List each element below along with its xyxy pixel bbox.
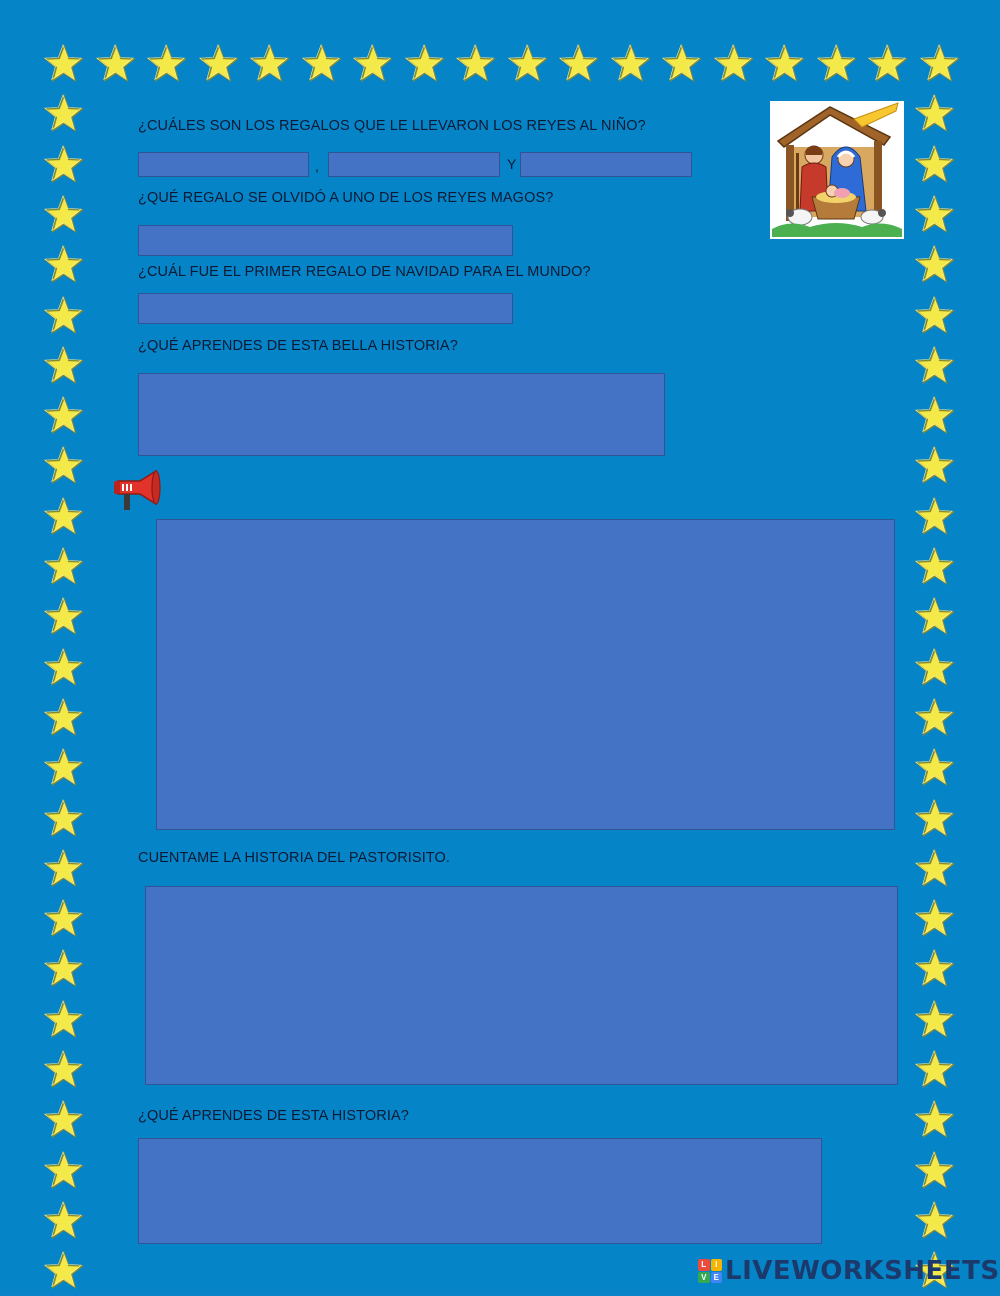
star-icon [44,547,84,587]
separator-comma: , [315,158,319,174]
question-shepherd-story: CUENTAME LA HISTORIA DEL PASTORISITO. [138,850,451,866]
star-icon [147,44,187,84]
star-icon [915,1000,955,1040]
nativity-scene [770,101,904,239]
star-icon [44,949,84,989]
brand-text: LIVEWORKSHEETS [725,1256,1000,1286]
star-icon [765,44,805,84]
star-icon [915,748,955,788]
star-icon [44,396,84,436]
star-icon [44,446,84,486]
star-icon [915,145,955,185]
star-icon [508,44,548,84]
star-icon [662,44,702,84]
star-icon [915,296,955,336]
star-icon [915,1100,955,1140]
question-lesson-story: ¿QUÉ APRENDES DE ESTA HISTORIA? [138,1108,409,1124]
logo-letter-v: V [698,1272,710,1284]
star-icon [915,446,955,486]
star-icon [915,195,955,235]
star-icon [44,748,84,788]
logo-letter-l: L [698,1259,710,1271]
star-icon [44,195,84,235]
question-lesson-beautiful-story: ¿QUÉ APRENDES DE ESTA BELLA HISTORIA? [138,338,458,354]
star-icon [44,145,84,185]
star-icon [559,44,599,84]
star-icon [915,648,955,688]
star-icon [915,346,955,386]
star-icon [44,245,84,285]
star-icon [915,949,955,989]
star-icon [915,597,955,637]
star-icon [302,44,342,84]
star-icon [44,1251,84,1291]
star-icon [44,44,84,84]
star-icon [44,597,84,637]
star-icon [44,849,84,889]
first-gift-input[interactable] [138,293,513,324]
star-icon [44,1201,84,1241]
star-icon [44,1100,84,1140]
star-icon [915,698,955,738]
star-icon [44,1050,84,1090]
star-icon [868,44,908,84]
star-icon [96,44,136,84]
forgotten-gift-input[interactable] [138,225,513,256]
question-first-gift: ¿CUÁL FUE EL PRIMER REGALO DE NAVIDAD PARA EL MUNDO? [138,264,591,280]
megaphone-icon[interactable] [110,468,162,516]
lesson-2-textarea[interactable] [138,1138,822,1244]
star-icon [353,44,393,84]
audio-response-area[interactable] [156,519,895,830]
star-icon [915,245,955,285]
star-icon [915,899,955,939]
star-icon [199,44,239,84]
lesson-1-textarea[interactable] [138,373,665,456]
liveworksheets-logo [698,1256,1000,1286]
separator-y: Y [507,156,517,172]
logo-letter-i: I [711,1259,723,1271]
question-gifts: ¿CUÁLES SON LOS REGALOS QUE LE LLEVARON LOS REYES AL NIÑO? [138,118,646,134]
shepherd-story-textarea[interactable] [145,886,898,1085]
star-icon [915,1050,955,1090]
star-icon [915,799,955,839]
star-icon [456,44,496,84]
star-icon [915,497,955,537]
liveworksheets-logo-mark [698,1259,722,1283]
star-icon [915,94,955,134]
gift-1-input[interactable] [138,152,309,177]
star-icon [915,1151,955,1191]
star-icon [915,849,955,889]
star-icon [44,1151,84,1191]
gift-2-input[interactable] [328,152,500,177]
star-icon [915,1201,955,1241]
star-icon [44,497,84,537]
logo-letter-e: E [711,1272,723,1284]
star-icon [44,899,84,939]
star-icon [44,698,84,738]
star-icon [817,44,857,84]
star-icon [250,44,290,84]
star-icon [44,648,84,688]
star-icon [44,799,84,839]
star-icon [920,44,960,84]
star-icon [44,346,84,386]
star-icon [611,44,651,84]
question-forgotten-gift: ¿QUÉ REGALO SE OLVIDÓ A UNO DE LOS REYES MAGOS? [138,190,554,206]
star-icon [44,94,84,134]
star-icon [405,44,445,84]
star-icon [714,44,754,84]
star-icon [44,296,84,336]
star-icon [915,547,955,587]
star-icon [915,396,955,436]
star-icon [44,1000,84,1040]
gift-3-input[interactable] [520,152,692,177]
